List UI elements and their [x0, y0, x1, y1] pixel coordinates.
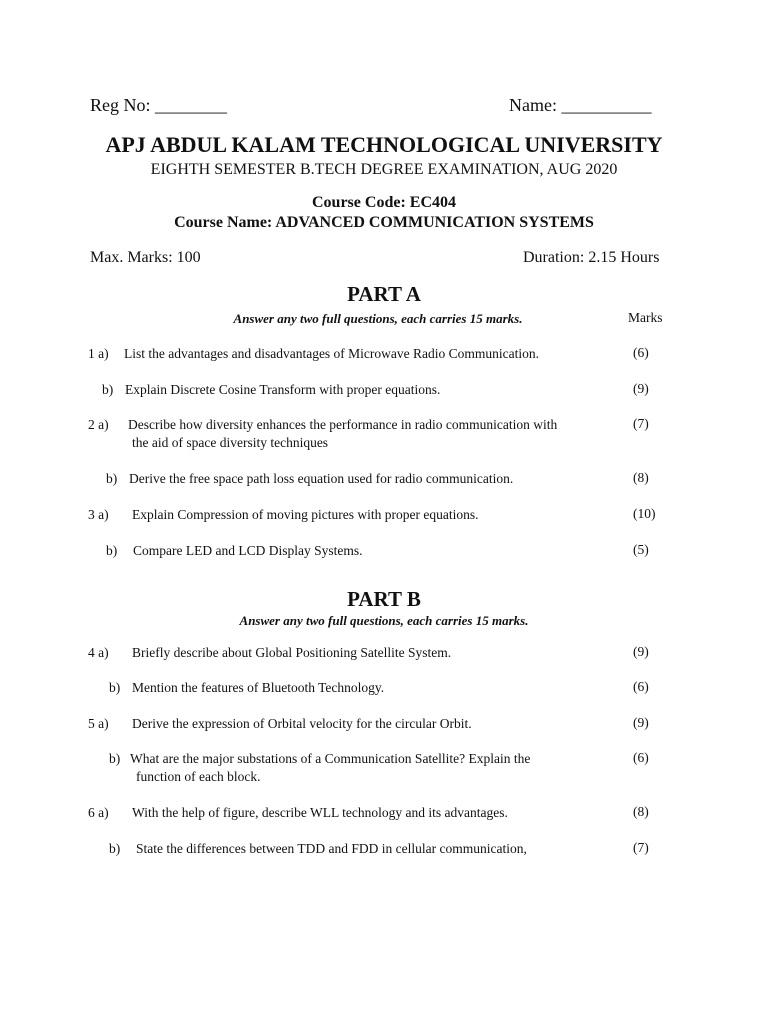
- max-marks: Max. Marks: 100: [90, 249, 201, 266]
- question-marks: (9): [633, 715, 649, 730]
- part-b-title: PART B: [347, 587, 421, 611]
- question-text: Derive the expression of Orbital velocity for the circular Orbit.: [132, 716, 472, 731]
- question-text: State the differences between TDD and FDD in cellular communication,: [136, 841, 527, 856]
- university-title: APJ ABDUL KALAM TECHNOLOGICAL UNIVERSITY: [105, 132, 663, 157]
- question-text: List the advantages and disadvantages of Microwave Radio Communication.: [124, 346, 540, 361]
- question-text: Derive the free space path loss equation used for radio communication.: [129, 471, 514, 486]
- course-name: Course Name: ADVANCED COMMUNICATION SYSTEMS: [174, 214, 594, 231]
- question-text: Compare LED and LCD Display Systems.: [133, 543, 363, 558]
- part-a-title: PART A: [347, 282, 421, 306]
- question-label: b): [109, 751, 121, 766]
- question-marks: (10): [633, 506, 656, 521]
- question-text: Describe how diversity enhances the performance in radio communication with: [128, 417, 558, 432]
- question-label: b): [102, 382, 114, 397]
- question-label: b): [109, 680, 121, 695]
- question-label: 6 a): [88, 805, 109, 820]
- question-label: 3 a): [88, 507, 109, 522]
- question-marks: (6): [633, 345, 649, 360]
- question-text: Explain Discrete Cosine Transform with proper equations.: [125, 382, 441, 397]
- question-marks: (6): [633, 750, 649, 765]
- course-code: Course Code: EC404: [312, 194, 456, 211]
- exam-title: EIGHTH SEMESTER B.TECH DEGREE EXAMINATION, AUG 2020: [150, 161, 618, 178]
- question-text: With the help of figure, describe WLL technology and its advantages.: [132, 805, 508, 820]
- question-text: Briefly describe about Global Positioning Satellite System.: [132, 645, 452, 660]
- question-label: 5 a): [88, 716, 109, 731]
- question-marks: (6): [633, 679, 649, 694]
- question-marks: (8): [633, 470, 649, 485]
- reg-no-field: Reg No: ________: [90, 95, 227, 115]
- duration: Duration: 2.15 Hours: [523, 249, 660, 266]
- question-marks: (7): [633, 416, 649, 431]
- question-text: Explain Compression of moving pictures with proper equations.: [132, 507, 479, 522]
- question-label: b): [109, 841, 121, 856]
- question-label: 2 a): [88, 417, 109, 432]
- part-b-instruction: Answer any two full questions, each carries 15 marks.: [239, 613, 529, 628]
- question-marks: (8): [633, 804, 649, 819]
- question-text-continued: function of each block.: [136, 769, 261, 784]
- question-marks: (5): [633, 542, 649, 557]
- name-field: Name: __________: [509, 95, 652, 115]
- question-marks: (9): [633, 644, 649, 659]
- question-text: Mention the features of Bluetooth Technology.: [132, 680, 385, 695]
- question-text: What are the major substations of a Communication Satellite? Explain the: [130, 751, 531, 766]
- marks-column-header: Marks: [628, 310, 663, 325]
- question-label: 1 a): [88, 346, 109, 361]
- part-a-instruction: Answer any two full questions, each carries 15 marks.: [233, 311, 523, 326]
- question-text-continued: the aid of space diversity techniques: [132, 435, 329, 450]
- question-label: b): [106, 543, 118, 558]
- question-label: b): [106, 471, 118, 486]
- question-label: 4 a): [88, 645, 109, 660]
- question-marks: (7): [633, 840, 649, 855]
- question-marks: (9): [633, 381, 649, 396]
